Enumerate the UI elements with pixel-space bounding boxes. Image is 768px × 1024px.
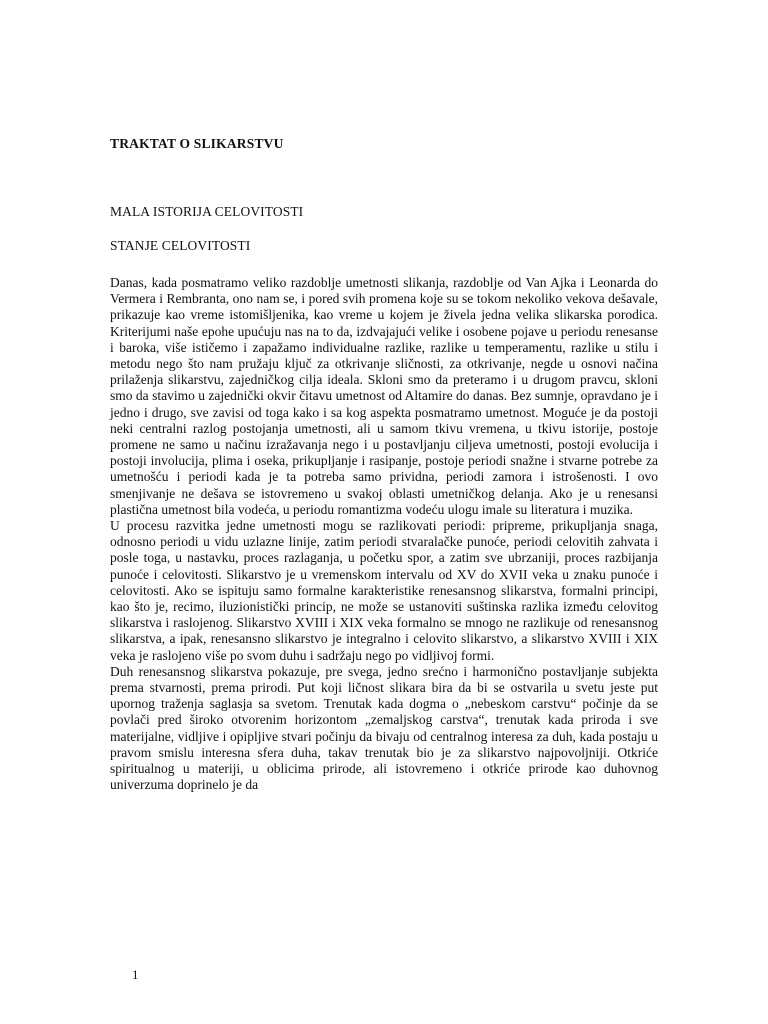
paragraph: Duh renesansnog slikarstva pokazuje, pre svega, jedno srećno i harmonično postavljanje subjekta prema stvarnosti, prema prirodi. Put koji ličnost slikara bira da bi se ostvarila u svetu jeste put upornog traženja saglasja sa svetom. Trenutak kada dogma o „nebeskom carstvu“ počinje da se povlači pred široko otvorenim horizontom „zemaljskog carstva“, trenutak kada priroda i sve materijalne, vidljive i opipljive stvari počinju da bivaju od centralnog interesa za duh, kada postaju u pravom smislu interesna sfera duha, takav trenutak bio je za slikarstvo najpovoljniji. Otkriće spiritualnog u materiji, u oblicima prirode, ali istovremeno i otkriće prirode kao duhovnog univerzuma doprinelo je da <box>110 663 658 793</box>
document-title: TRAKTAT O SLIKARSTVU <box>110 136 284 151</box>
subsection-heading: STANJE CELOVITOSTI <box>110 238 251 253</box>
section-heading: MALA ISTORIJA CELOVITOSTI <box>110 204 304 219</box>
body-text <box>110 275 658 794</box>
paragraph: Danas, kada posmatramo veliko razdoblje umetnosti slikanja, razdoblje od Van Ajka i Leonarda do Vermera i Rembranta, ono nam se, i pored svih promena koje su se tokom nekoliko vekova dešavale, prikazuje kao vreme istomišljenika, kao vreme u kojem je živela jedna velika slikarska porodica. Kriterijumi naše epohe upućuju nas na to da, izdvajajući velike i osobene pojave u periodu renesanse i baroka, više ističemo i zapažamo individualne razlike, razlike u temperamentu, razlike u stilu i metodu nego što nam pružaju ključ za otkrivanje sličnosti, za otkrivanje, negde u osnovi načina prilaženja slikarstvu, zajedničkog cilja ideala. Skloni smo da preteramo i u drugom pravcu, skloni smo da stavimo u zajednički okvir čitavu umetnost od Altamire do danas. Bez sumnje, opravdano je i jedno i drugo, sve zavisi od toga kako i sa kog aspekta posmatramo umetnost. Moguće je da postoji neki centralni razlog postojanja umetnosti, ali u samom tkivu vremena, u tkivu istorije, postoje promene ne samo u načinu izražavanja nego i u postavljanju ciljeva umetnosti, postoji evolucija i postoji involucija, plima i oseka, prikupljanje i rasipanje, postoje periodi snažne i stvarne potrebe za umetnošću i periodi kada je ta potreba samo prividna, periodi zamora i istrošenosti. I ovo smenjivanje ne dešava se istovremeno u svakoj oblasti umetničkog delanja. Ako je u renesansi plastična umetnost bila vodeća, u periodu romantizma vodeću ulogu imale su literatura i muzika. <box>110 275 658 517</box>
paragraph: U procesu razvitka jedne umetnosti mogu se razlikovati periodi: pripreme, prikupljanja snaga, odnosno periodi u vidu uzlazne linije, zatim periodi stvaralačke punoće, periodi celovitih zahvata i posle toga, u nastavku, proces razlaganja, u početku spor, a zatim sve ubrzaniji, proces razbijanja punoće i celovitosti. Slikarstvo je u vremenskom intervalu od XV do XVII veka u znaku punoće i celovitosti. Ako se ispituju samo formalne karakteristike renesansnog slikarstva, formalni principi, kao što je, recimo, iluzionistički princip, ne može se ustanoviti suštinska razlika između celovitog slikarstva i raslojenog. Slikarstvo XVIII i XIX veka formalno se mnogo ne razlikuje od renesansnog slikarstva, a ipak, renesansno slikarstvo je integralno i celovito slikarstvo, a slikarstvo XVIII i XIX veka je raslojeno više po svom duhu i sadržaju nego po vidljivoj formi. <box>110 518 658 663</box>
page-number: 1 <box>132 967 139 982</box>
